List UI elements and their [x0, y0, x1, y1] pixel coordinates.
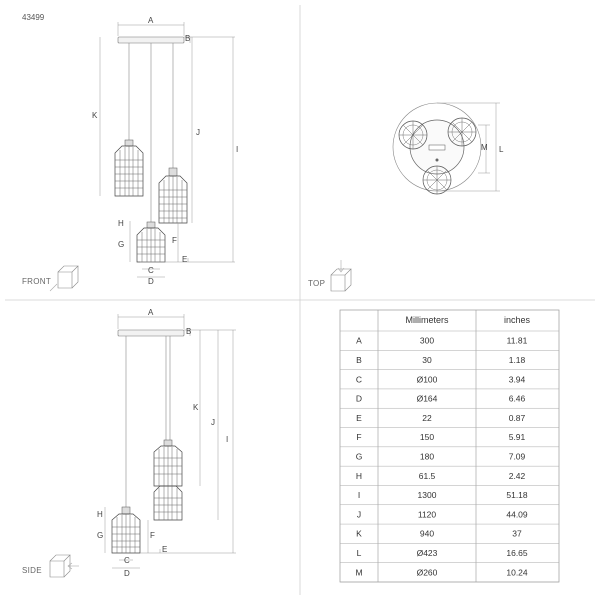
front-shade-middle [137, 222, 165, 262]
table-cell-b-inches: 1.18 [508, 355, 526, 365]
top-view-cube-icon [331, 260, 351, 291]
top-mounting-plate [429, 145, 445, 150]
side-canopy [118, 330, 184, 336]
side-dim-letter-f: F [150, 531, 155, 540]
table-cell-a-key: A [356, 335, 362, 346]
table-cell-h-inches: 2.42 [508, 470, 526, 481]
side-dim-letter-g: G [97, 531, 104, 540]
front-dim-letter-j: J [196, 128, 200, 137]
table-cell-i-mm: 1300 [417, 490, 437, 501]
table-cell-l-inches: 16.65 [506, 548, 528, 558]
top-shade-right [448, 118, 476, 146]
side-dim-letter-k: K [193, 403, 199, 412]
side-dim-letter-h: H [97, 510, 103, 519]
table-cell-a-mm: 300 [419, 335, 435, 346]
top-shade-left [399, 121, 427, 149]
top-view-label: TOP [308, 279, 326, 288]
side-shade-lower-left [112, 507, 140, 553]
table-cell-e-key: E [356, 412, 362, 423]
table-cell-b-mm: 30 [422, 355, 432, 365]
top-dim-letter-m: M [481, 143, 488, 152]
front-dim-letter-i: I [236, 145, 239, 154]
side-view-cube-icon [50, 555, 79, 577]
table-cell-c-key: C [355, 374, 363, 385]
table-cell-l-key: L [356, 548, 362, 558]
table-cell-e-mm: 22 [422, 412, 432, 423]
front-dim-letter-f: F [172, 236, 177, 245]
table-cell-h-key: H [355, 470, 363, 481]
table-cell-b-key: B [356, 355, 362, 365]
dimension-table [340, 310, 559, 582]
front-dim-letter-b: B [185, 34, 191, 43]
front-dim-letter-h: H [118, 219, 124, 228]
front-dim-letter-d: D [148, 277, 154, 286]
front-dim-letter-e: E [182, 255, 188, 264]
side-shade-lower-right [154, 486, 182, 520]
side-shade-upper [154, 440, 182, 486]
table-cell-m-mm: Ø260 [416, 567, 438, 578]
side-dim-letter-a: A [148, 308, 154, 317]
front-dim-letter-k: K [92, 111, 98, 120]
table-cell-h-mm: 61.5 [418, 470, 436, 481]
table-cell-d-key: D [355, 393, 363, 404]
table-cell-k-mm: 940 [419, 528, 435, 539]
table-cell-j-key: J [356, 509, 362, 520]
table-cell-i-key: I [357, 490, 361, 501]
table-cell-g-key: G [355, 451, 363, 462]
front-dim-letter-c: C [148, 266, 154, 275]
side-dim-letter-e: E [162, 545, 168, 554]
top-view [393, 103, 504, 194]
product-number: 43499 [22, 13, 45, 22]
top-dim-letter-l: L [499, 145, 504, 154]
table-cell-k-inches: 37 [512, 528, 522, 539]
side-dim-letter-j: J [211, 418, 215, 427]
table-cell-g-mm: 180 [419, 451, 435, 462]
table-cell-c-mm: Ø100 [416, 374, 438, 385]
side-dim-letter-b: B [186, 327, 192, 336]
side-dim-letter-c: C [124, 556, 130, 565]
front-shade-right [159, 168, 187, 223]
table-cell-l-mm: Ø423 [416, 548, 438, 558]
front-view-cube-icon [50, 266, 78, 291]
table-cell-f-inches: 5.91 [508, 432, 526, 443]
table-cell-m-key: M [355, 567, 363, 578]
table-cell-d-inches: 6.46 [508, 393, 526, 404]
side-view [97, 308, 236, 578]
table-cell-a-inches: 11.81 [506, 335, 528, 346]
table-cell-j-inches: 44.09 [506, 509, 528, 520]
table-cell-c-inches: 3.94 [508, 374, 526, 385]
front-view [92, 16, 238, 286]
table-cell-d-mm: Ø164 [416, 393, 438, 404]
side-dim-letter-d: D [124, 569, 130, 578]
table-header-millimeters: Millimeters [405, 315, 449, 325]
front-dimension-lines [100, 22, 235, 277]
table-cell-g-inches: 7.09 [508, 451, 526, 462]
side-view-label: SIDE [22, 566, 42, 575]
front-dim-letter-g: G [118, 240, 125, 249]
front-dim-letter-a: A [148, 16, 154, 25]
front-view-label: FRONT [22, 277, 52, 286]
table-cell-e-inches: 0.87 [508, 412, 526, 423]
table-header-inches: inches [503, 315, 531, 325]
table-cell-k-key: K [356, 528, 362, 539]
front-shade-left [115, 140, 143, 196]
top-shade-bottom [423, 166, 451, 194]
table-cell-f-key: F [356, 432, 362, 443]
table-cell-i-inches: 51.18 [506, 490, 528, 501]
front-canopy [118, 37, 184, 43]
table-cell-j-mm: 1120 [417, 509, 437, 520]
table-cell-m-inches: 10.24 [506, 567, 528, 578]
table-cell-f-mm: 150 [419, 432, 435, 443]
side-dim-letter-i: I [226, 435, 229, 444]
